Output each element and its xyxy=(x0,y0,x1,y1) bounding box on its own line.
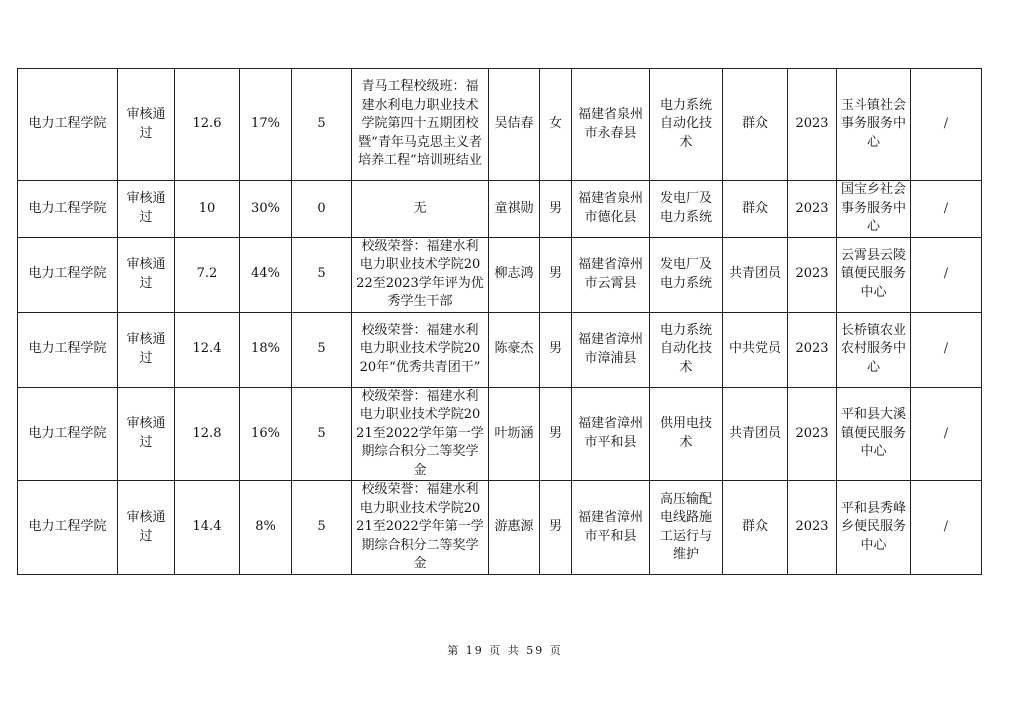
name-cell: 柳志鸿 xyxy=(489,237,540,312)
score-cell: 10 xyxy=(175,181,240,238)
score-cell: 12.4 xyxy=(175,312,240,387)
college-cell: 电力工程学院 xyxy=(18,237,118,312)
year-cell: 2023 xyxy=(788,312,837,387)
major-cell: 电力系统自动化技术 xyxy=(650,312,723,387)
major-cell: 供用电技术 xyxy=(650,387,723,481)
page-number: 第 19 页 共 59 页 xyxy=(447,644,563,657)
major-cell: 高压输配电线路施工运行与维护 xyxy=(650,481,723,575)
status-cell: 审核通过 xyxy=(118,69,175,181)
table-row xyxy=(18,312,982,387)
rank-cell: 44% xyxy=(240,237,292,312)
rank-cell: 16% xyxy=(240,387,292,481)
gender-cell: 男 xyxy=(540,481,572,575)
score-cell: 14.4 xyxy=(175,481,240,575)
origin-cell: 福建省漳州市平和县 xyxy=(572,481,650,575)
rank-cell: 8% xyxy=(240,481,292,575)
college-cell: 电力工程学院 xyxy=(18,387,118,481)
politics-cell: 群众 xyxy=(723,181,788,238)
status-cell: 审核通过 xyxy=(118,481,175,575)
honor-cell: 校级荣誉：福建水利电力职业技术学院2022至2023学年评为优秀学生干部 xyxy=(352,237,489,312)
status-cell: 审核通过 xyxy=(118,237,175,312)
unit-cell: 长桥镇农业农村服务中心 xyxy=(837,312,911,387)
score-cell: 12.6 xyxy=(175,69,240,181)
note-cell: / xyxy=(911,387,982,481)
honor-cell: 校级荣誉：福建水利电力职业技术学院2021至2022学年第一学期综合积分二等奖学金 xyxy=(352,481,489,575)
unit-cell: 平和县大溪镇便民服务中心 xyxy=(837,387,911,481)
year-cell: 2023 xyxy=(788,481,837,575)
college-cell: 电力工程学院 xyxy=(18,181,118,238)
note-cell: / xyxy=(911,481,982,575)
table-body xyxy=(18,69,982,575)
origin-cell: 福建省泉州市永春县 xyxy=(572,69,650,181)
note-cell: / xyxy=(911,69,982,181)
honor-cell: 校级荣誉：福建水利电力职业技术学院2020年“优秀共青团干” xyxy=(352,312,489,387)
origin-cell: 福建省泉州市德化县 xyxy=(572,181,650,238)
note-cell: / xyxy=(911,237,982,312)
unit-cell: 玉斗镇社会事务服务中心 xyxy=(837,69,911,181)
name-cell: 游惠源 xyxy=(489,481,540,575)
status-cell: 审核通过 xyxy=(118,181,175,238)
politics-cell: 中共党员 xyxy=(723,312,788,387)
status-cell: 审核通过 xyxy=(118,312,175,387)
origin-cell: 福建省漳州市平和县 xyxy=(572,387,650,481)
politics-cell: 群众 xyxy=(723,481,788,575)
year-cell: 2023 xyxy=(788,387,837,481)
table-row xyxy=(18,481,982,575)
name-cell: 叶坜涵 xyxy=(489,387,540,481)
points-cell: 5 xyxy=(292,69,352,181)
table-row xyxy=(18,237,982,312)
score-cell: 7.2 xyxy=(175,237,240,312)
table-row xyxy=(18,69,982,181)
politics-cell: 共青团员 xyxy=(723,237,788,312)
rank-cell: 18% xyxy=(240,312,292,387)
honor-cell: 无 xyxy=(352,181,489,238)
college-cell: 电力工程学院 xyxy=(18,481,118,575)
major-cell: 电力系统自动化技术 xyxy=(650,69,723,181)
origin-cell: 福建省漳州市漳浦县 xyxy=(572,312,650,387)
year-cell: 2023 xyxy=(788,237,837,312)
gender-cell: 男 xyxy=(540,237,572,312)
record-table xyxy=(17,68,982,575)
note-cell: / xyxy=(911,181,982,238)
table-row xyxy=(18,181,982,238)
unit-cell: 云霄县云陵镇便民服务中心 xyxy=(837,237,911,312)
points-cell: 5 xyxy=(292,481,352,575)
points-cell: 5 xyxy=(292,387,352,481)
rank-cell: 17% xyxy=(240,69,292,181)
politics-cell: 群众 xyxy=(723,69,788,181)
gender-cell: 男 xyxy=(540,312,572,387)
year-cell: 2023 xyxy=(788,69,837,181)
year-cell: 2023 xyxy=(788,181,837,238)
major-cell: 发电厂及电力系统 xyxy=(650,181,723,238)
politics-cell: 共青团员 xyxy=(723,387,788,481)
score-cell: 12.8 xyxy=(175,387,240,481)
honor-cell: 校级荣誉：福建水利电力职业技术学院2021至2022学年第一学期综合积分二等奖学金 xyxy=(352,387,489,481)
name-cell: 吴佶春 xyxy=(489,69,540,181)
unit-cell: 平和县秀峰乡便民服务中心 xyxy=(837,481,911,575)
note-cell: / xyxy=(911,312,982,387)
name-cell: 童祺勋 xyxy=(489,181,540,238)
rank-cell: 30% xyxy=(240,181,292,238)
status-cell: 审核通过 xyxy=(118,387,175,481)
table-row xyxy=(18,387,982,481)
gender-cell: 女 xyxy=(540,69,572,181)
college-cell: 电力工程学院 xyxy=(18,312,118,387)
major-cell: 发电厂及电力系统 xyxy=(650,237,723,312)
points-cell: 5 xyxy=(292,312,352,387)
gender-cell: 男 xyxy=(540,181,572,238)
origin-cell: 福建省漳州市云霄县 xyxy=(572,237,650,312)
honor-cell: 青马工程校级班：福建水利电力职业技术学院第四十五期团校暨“青年马克思主义者培养工程”培训班结业 xyxy=(352,69,489,181)
gender-cell: 男 xyxy=(540,387,572,481)
points-cell: 5 xyxy=(292,237,352,312)
name-cell: 陈豪杰 xyxy=(489,312,540,387)
points-cell: 0 xyxy=(292,181,352,238)
unit-cell: 国宝乡社会事务服务中心 xyxy=(837,181,911,238)
college-cell: 电力工程学院 xyxy=(18,69,118,181)
